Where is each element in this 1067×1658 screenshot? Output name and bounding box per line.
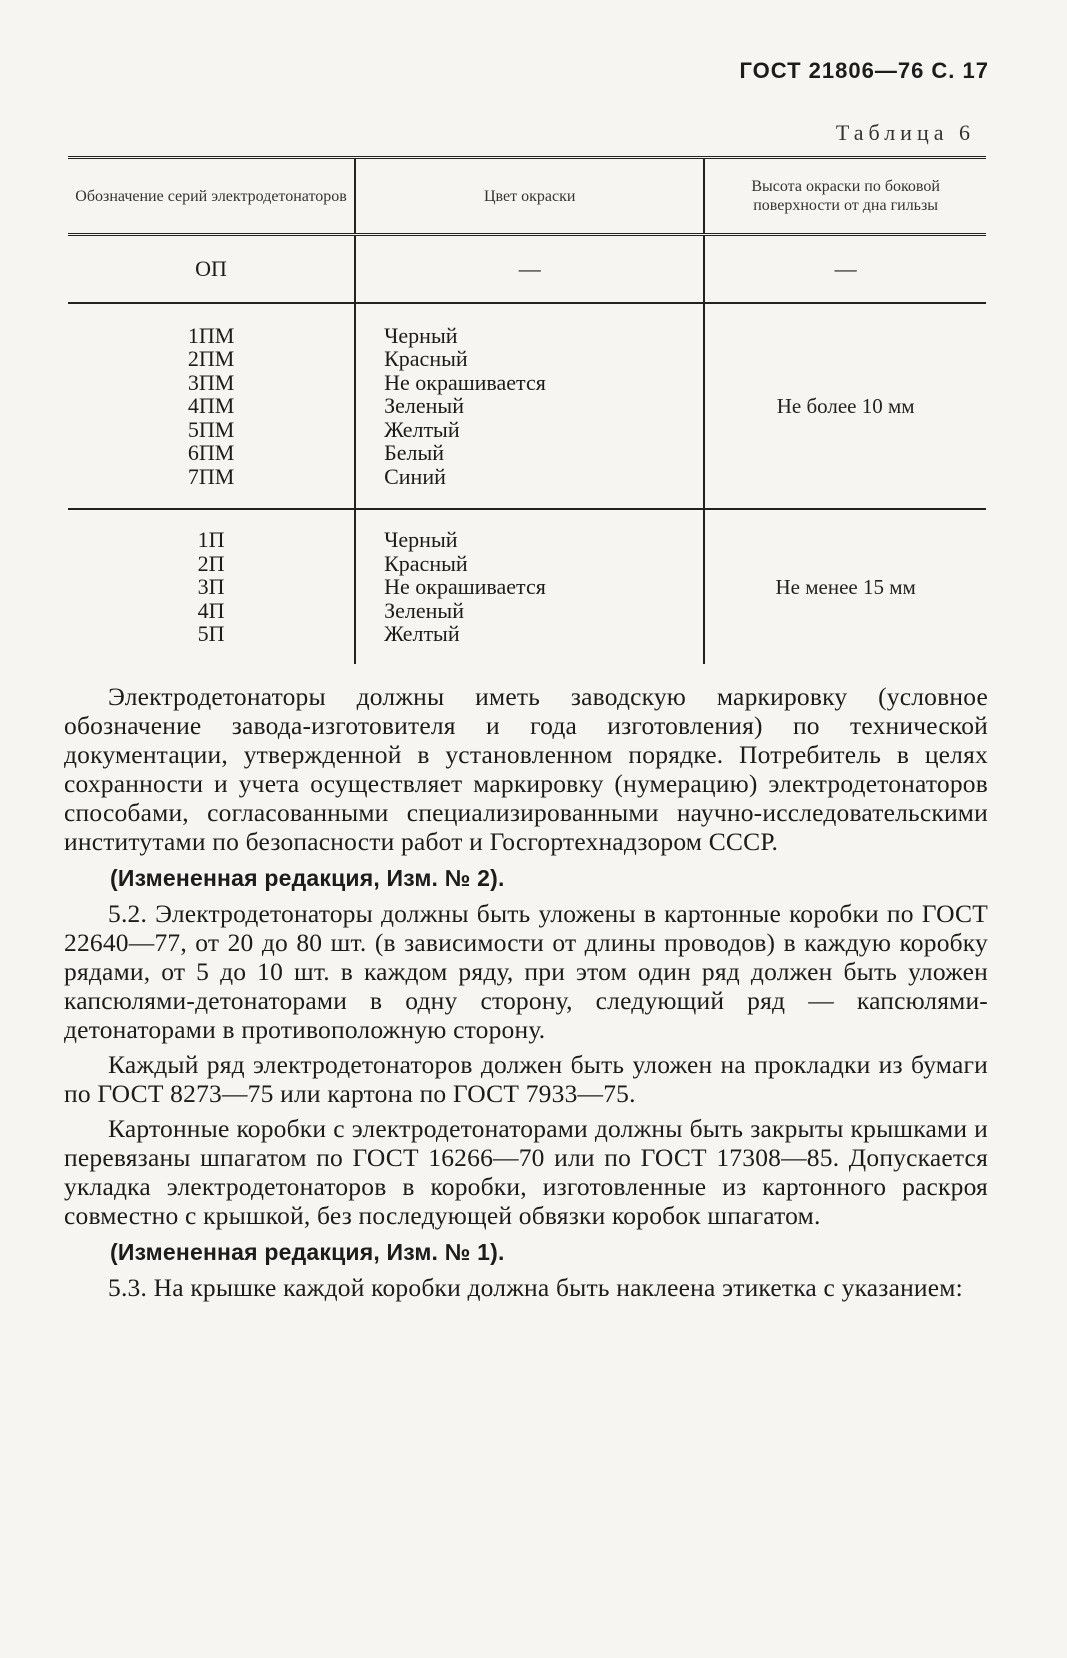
series-code: 6ПМ [187, 440, 235, 466]
color-value: Желтый [384, 621, 460, 647]
paragraph-5-2: 5.2. Электродетонаторы должны быть уложены в картонные коробки по ГОСТ 22640—77, от 20 до 80 шт. (в зависимости от длины проводов) в каждую коробку рядами, от 5 до 10 шт. в каждом ряду, при этом один ряд должен быть уложен капсюлями-детонаторами в одну сторону, следующий ряд — капсюлями-детонаторами в противоположную сторону. [64, 899, 988, 1044]
marking-color-table-container [68, 156, 986, 664]
series-code: 2ПМ [187, 346, 235, 372]
color-value: Синий [384, 463, 446, 489]
series-code: 2П [197, 550, 225, 576]
color-value: Красный [384, 346, 468, 372]
height-value: Не менее 15 мм [775, 574, 916, 599]
amendment-note: (Измененная редакция, Изм. № 1). [110, 1239, 505, 1265]
height-cell [704, 303, 986, 509]
column-header-color: Цвет окраски [355, 158, 704, 235]
table-row [68, 303, 986, 509]
color-value: Зеленый [384, 597, 464, 623]
color-value: Желтый [384, 416, 460, 442]
series-cell [68, 303, 355, 509]
height-cell [704, 509, 986, 664]
paragraph-spacers: Каждый ряд электродетонаторов должен быть уложен на прокладки из бумаги по ГОСТ 8273—75 или картона по ГОСТ 7933—75. [64, 1050, 988, 1108]
color-value: Красный [384, 550, 468, 576]
height-cell [704, 235, 986, 304]
dash-value: — [834, 256, 857, 281]
series-code: 4П [197, 597, 225, 623]
color-value: Зеленый [384, 393, 464, 419]
column-header-height: Высота окраски по боковой поверхности от дна гильзы [704, 158, 986, 235]
series-code: 4ПМ [187, 393, 235, 419]
color-cell [355, 509, 704, 664]
color-value: Белый [384, 440, 445, 466]
paragraph-marking: Электродетонаторы должны иметь заводскую маркировку (условное обозначение завода-изготовителя и года изготовления) по технической документации, утвержденной в установленном порядке. Потребитель в целях сохранности и учета осуществляет маркировку (нумерацию) электродетонаторов способами, согласованными специализированными научно-исследовательскими институтами по безопасности работ и Госгортехнадзором СССР. [64, 682, 988, 856]
paragraph-boxes: Картонные коробки с электродетонаторами должны быть закрыты крышками и перевязаны шпагатом по ГОСТ 16266—70 или по ГОСТ 17308—85. Допускается укладка электродетонаторов в коробки, изготовленные из картонного раскроя совместно с крышкой, без последующей обвязки коробок шпагатом. [64, 1114, 988, 1230]
series-code: 7ПМ [187, 463, 235, 489]
height-value: Не более 10 мм [776, 393, 915, 418]
series-code: 3ПМ [187, 369, 235, 395]
color-value: Черный [384, 322, 458, 348]
series-code: 5П [197, 621, 225, 647]
series-cell: ОП [68, 235, 355, 304]
page-header: ГОСТ 21806—76 С. 17 [739, 58, 989, 83]
color-value: Не окрашивается [384, 369, 546, 395]
document-body [64, 682, 988, 1302]
table-caption: Таблица 6 [835, 120, 975, 145]
series-code: 1ПМ [187, 322, 235, 348]
marking-color-table [68, 156, 986, 664]
table-row [68, 235, 986, 304]
series-cell [68, 509, 355, 664]
series-code: 5ПМ [187, 416, 235, 442]
amendment-note: (Измененная редакция, Изм. № 2). [110, 865, 505, 891]
series-code: 3П [197, 574, 225, 600]
color-cell [355, 303, 704, 509]
color-value: Не окрашивается [384, 574, 546, 600]
color-cell [355, 235, 704, 304]
series-code: 1П [197, 527, 225, 553]
column-header-series: Обозначение серий электродетонаторов [68, 158, 355, 235]
paragraph-5-3: 5.3. На крышке каждой коробки должна быть наклеена этикетка с указанием: [108, 1273, 963, 1302]
table-row [68, 509, 986, 664]
dash-value: — [518, 256, 541, 281]
color-value: Черный [384, 527, 458, 553]
